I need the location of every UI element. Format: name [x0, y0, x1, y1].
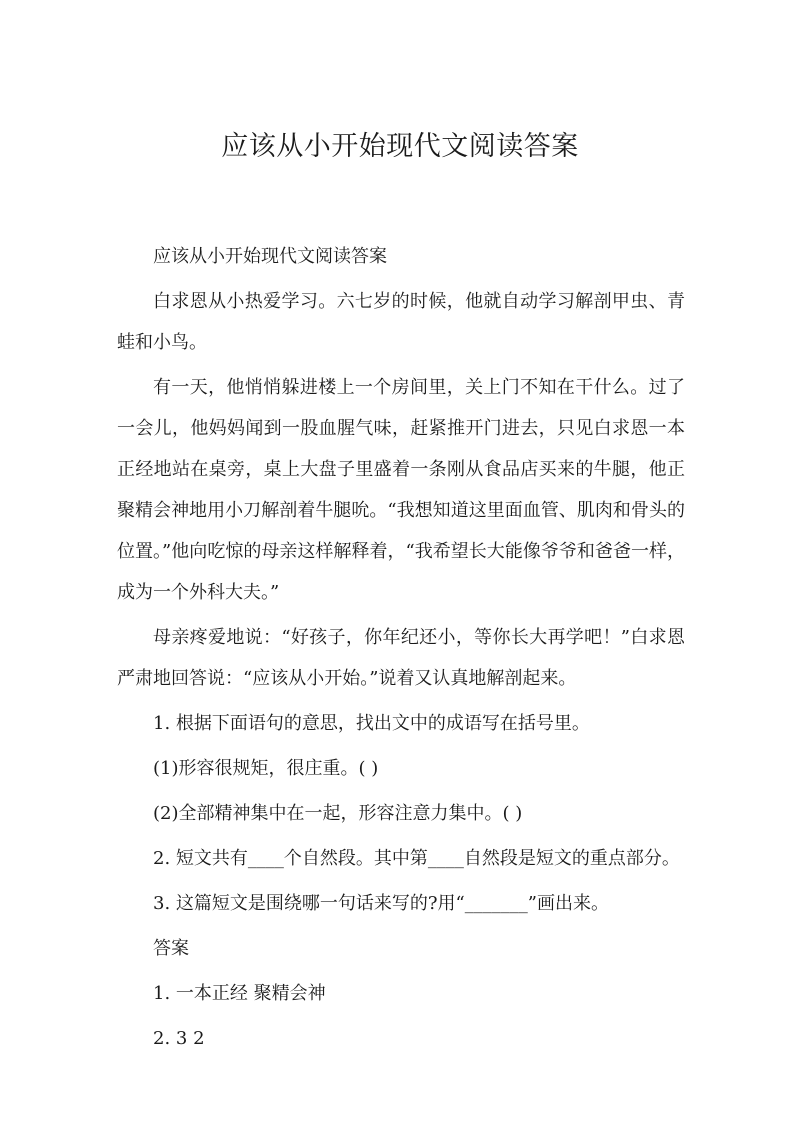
document-body: [117, 236, 685, 1063]
answer-2: 2. 3 2: [153, 1028, 205, 1049]
answer-heading: 答案: [153, 938, 189, 959]
intro-heading: 应该从小开始现代文阅读答案: [153, 246, 387, 267]
answer-1: 1. 一本正经 聚精会神: [153, 983, 326, 1004]
question-1-part-2: (2)全部精神集中在一起，形容注意力集中。( ): [153, 803, 523, 824]
paragraph-3: 母亲疼爱地说：“好孩子，你年纪还小，等你长大再学吧！”白求恩严肃地回答说：“应该从小开始。”说着又认真地解剖起来。: [117, 627, 685, 689]
paragraph-2: 有一天，他悄悄躲进楼上一个房间里，关上门不知在干什么。过了一会儿，他妈妈闻到一股血腥气味，赶紧推开门进去，只见白求恩一本正经地站在桌旁，桌上大盘子里盛着一条刚从食品店买来的牛腿，他正聚精会神地用小刀解剖着牛腿吮。“我想知道这里面血管、肌肉和骨头的位置。”他向吃惊的母亲这样解释着，“我希望长大能像爷爷和爸爸一样，成为一个外科大夫。”: [117, 377, 685, 603]
question-1-part-1: (1)形容很规矩，很庄重。( ): [153, 758, 379, 779]
question-2: 2. 短文共有____个自然段。其中第____自然段是短文的重点部分。: [153, 848, 680, 869]
question-1: 1. 根据下面语句的意思，找出文中的成语写在括号里。: [153, 713, 590, 734]
document-title: 应该从小开始现代文阅读答案: [221, 131, 579, 162]
question-3: 3. 这篇短文是围绕哪一句话来写的?用“_______”画出来。: [153, 893, 609, 914]
paragraph-1: 白求恩从小热爱学习。六七岁的时候，他就自动学习解剖甲虫、青蛙和小鸟。: [117, 291, 685, 353]
